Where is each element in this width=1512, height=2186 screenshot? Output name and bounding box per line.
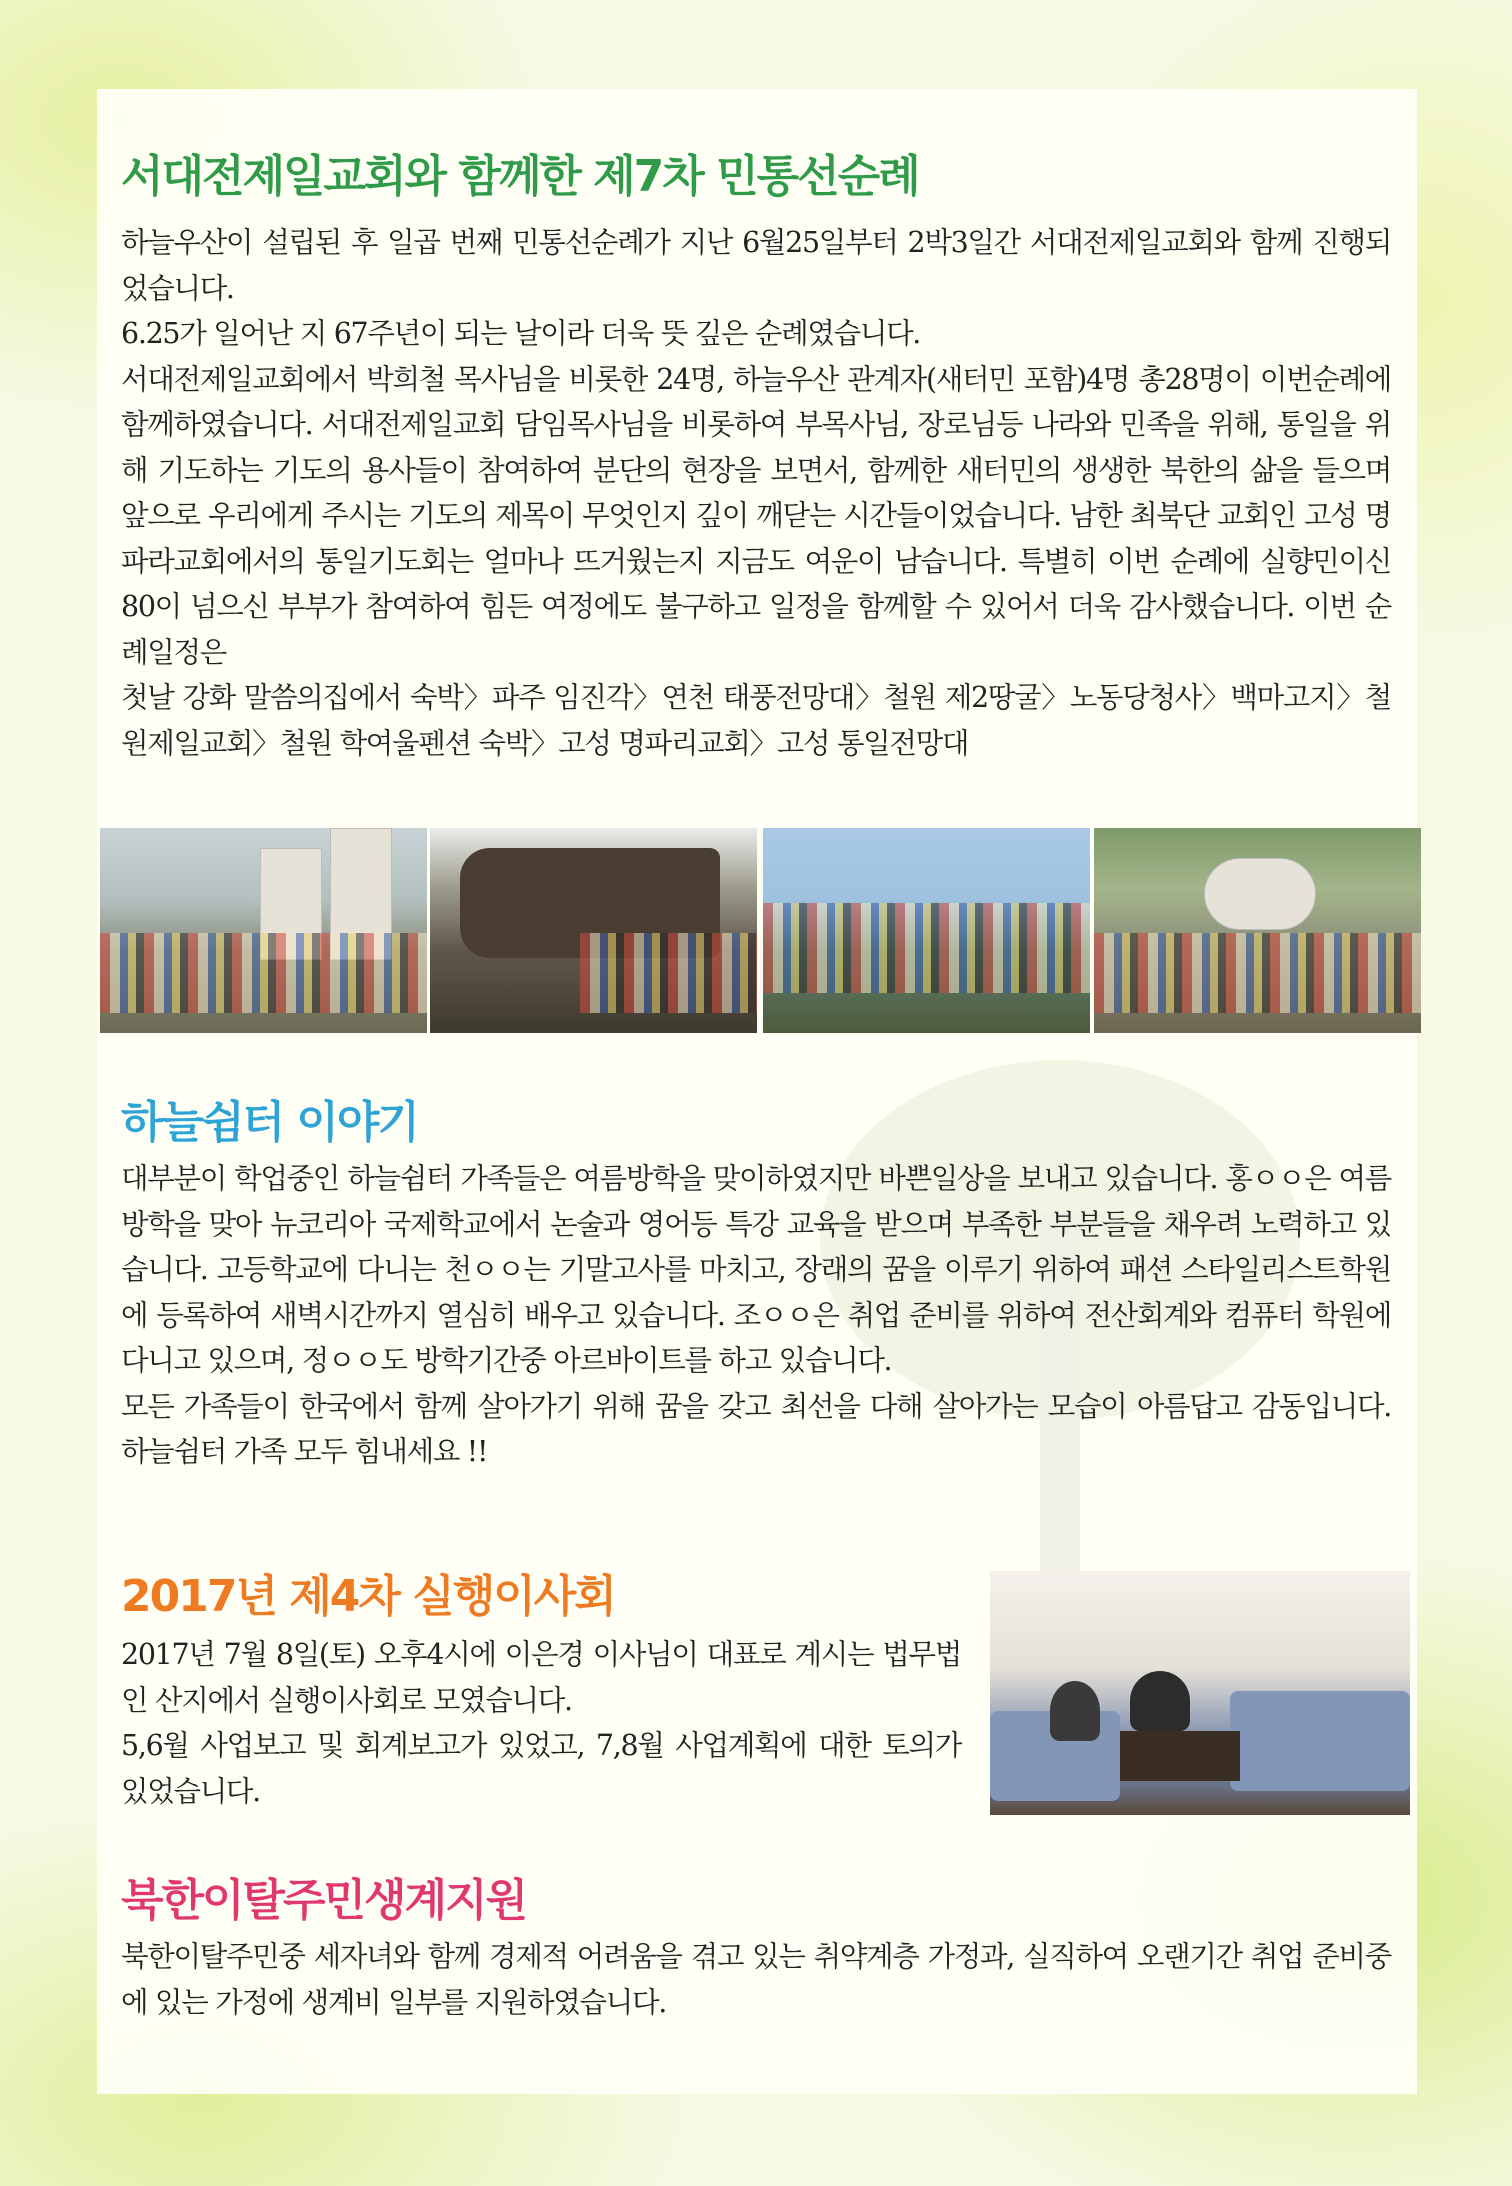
- paragraph: 5,6월 사업보고 및 회계보고가 있었고, 7,8월 사업계획에 대한 토의가 있었습니다.: [121, 1729, 961, 1808]
- section-title-board-meeting: 2017년 제4차 실행이사회: [121, 1571, 615, 1622]
- section-title-shelter: 하늘쉼터 이야기: [121, 1097, 418, 1148]
- section-title-livelihood-support: 북한이탈주민생계지원: [121, 1875, 527, 1926]
- shelter-body: [121, 1156, 1391, 1475]
- paragraph: 첫날 강화 말씀의집에서 숙박〉파주 임진각〉연천 태풍전망대〉철원 제2땅굴〉노동당청사〉백마고지〉철원제일교회〉철원 학여울펜션 숙박〉고성 명파리교회〉고성 통일전망대: [121, 681, 1391, 760]
- livelihood-support-body: [121, 1934, 1391, 2025]
- photo-strip: [100, 828, 1418, 1033]
- paragraph: 2017년 7월 8일(토) 오후4시에 이은경 이사님이 대표로 계시는 법무법인 산지에서 실행이사회로 모였습니다.: [121, 1638, 961, 1717]
- pilgrimage-body: [121, 220, 1391, 766]
- board-meeting-body: [121, 1632, 961, 1814]
- photo-observatory-group: [763, 828, 1090, 1033]
- paragraph: 대부분이 학업중인 하늘쉼터 가족들은 여름방학을 맞이하였지만 바쁜일상을 보내고 있습니다. 홍ㅇㅇ은 여름방학을 맞아 뉴코리아 국제학교에서 논술과 영어등 특강 교육을 받으며 부족한 부분들을 채우려 노력하고 있습니다. 고등학교에 다니는 천ㅇㅇ는 기말고사를 마치고, 장래의 꿈을 이루기 위하여 패션 스타일리스트학원에 등록하여 새벽시간까지 열심히 배우고 있습니다. 조ㅇㅇ은 취업 준비를 위하여 전산회계와 컴퓨터 학원에 다니고 있으며, 정ㅇㅇ도 방학기간중 아르바이트를 하고 있습니다.: [121, 1162, 1391, 1377]
- paragraph: 서대전제일교회에서 박희철 목사님을 비롯한 24명, 하늘우산 관계자(새터민 포함)4명 총28명이 이번순례에 함께하였습니다. 서대전제일교회 담임목사님을 비롯하여 부목사님, 장로님등 나라와 민족을 위해, 통일을 위해 기도하는 기도의 용사들이 참여하여 분단의 현장을 보면서, 함께한 새터민의 생생한 북한의 삶을 들으며 앞으로 우리에게 주시는 기도의 제목이 무엇인지 깊이 깨닫는 시간들이었습니다. 남한 최북단 교회인 고성 명파라교회에서의 통일기도회는 얼마나 뜨거웠는지 지금도 여운이 남습니다. 특별히 이번 순례에 실향민이신 80이 넘으신 부부가 참여하여 힘든 여정에도 불구하고 일정을 함께할 수 있어서 더욱 감사했습니다. 이번 순례일정은: [121, 362, 1391, 669]
- photo-group-monument: [100, 828, 427, 1033]
- section-title-pilgrimage: 서대전제일교회와 함께한 제7차 민통선순례: [121, 151, 919, 202]
- paragraph: 6.25가 일어난 지 67주년이 되는 날이라 더욱 뜻 깊은 순례였습니다.: [121, 317, 921, 350]
- paragraph: 북한이탈주민중 세자녀와 함께 경제적 어려움을 겪고 있는 취약계층 가정과, 실직하여 오랜기간 취업 준비중에 있는 가정에 생계비 일부를 지원하였습니다.: [121, 1940, 1391, 2019]
- paragraph: 모든 가족들이 한국에서 함께 살아가기 위해 꿈을 갖고 최선을 다해 살아가는 모습이 아름답고 감동입니다. 하늘쉼터 가족 모두 힘내세요 !!: [121, 1389, 1391, 1468]
- photo-board-meeting: [990, 1571, 1410, 1815]
- photo-steam-locomotive: [430, 828, 757, 1033]
- paragraph: 하늘우산이 설립된 후 일곱 번째 민통선순례가 지난 6월25일부터 2박3일간 서대전제일교회와 함께 진행되었습니다.: [121, 226, 1391, 305]
- photo-church-stone-group: [1094, 828, 1421, 1033]
